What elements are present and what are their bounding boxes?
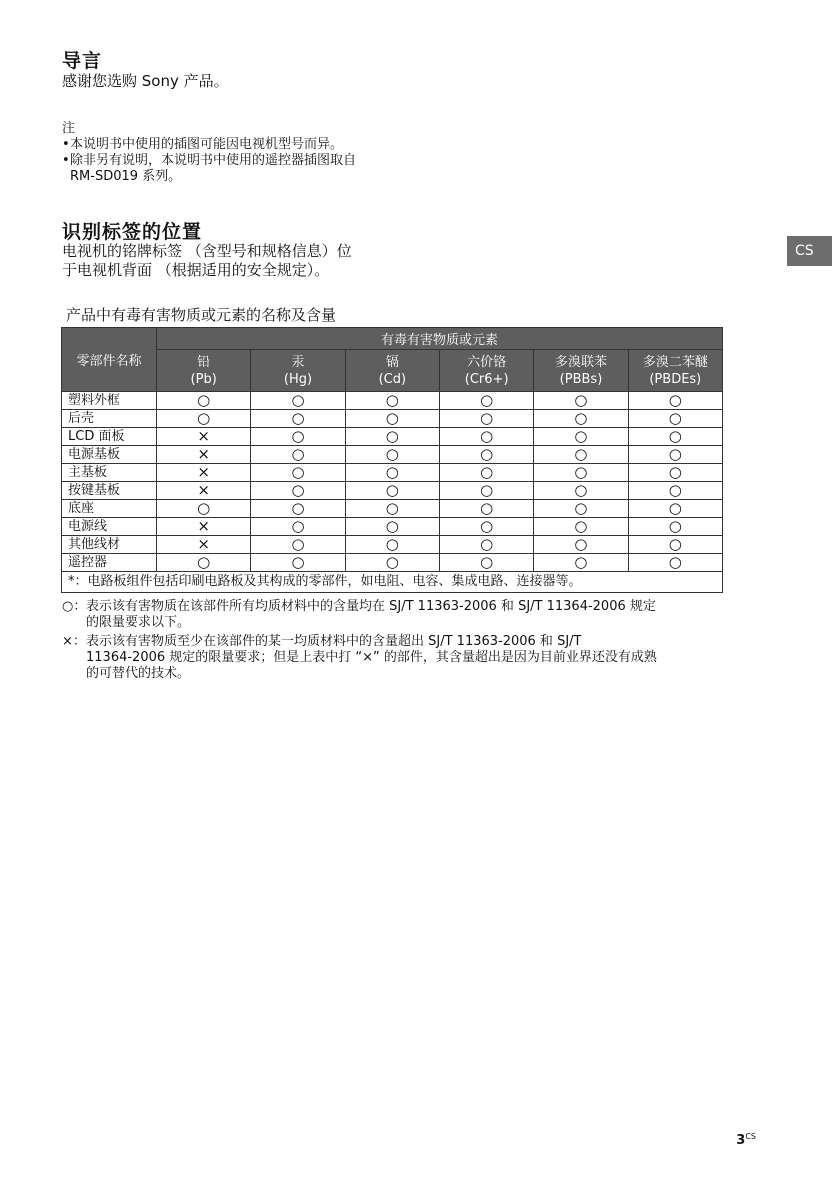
mark-cell: ○ bbox=[534, 536, 628, 554]
table-row bbox=[62, 464, 723, 482]
note-item: • 除非另有说明，本说明书中使用的遥控器插图取自 bbox=[62, 153, 357, 168]
substance-header: 汞 (Hg) bbox=[251, 350, 345, 392]
mark-cell: ○ bbox=[345, 410, 439, 428]
mark-cell: ○ bbox=[439, 392, 533, 410]
part-name-cell: 遥控器 bbox=[62, 554, 157, 572]
legend-circle-line2: 的限量要求以下。 bbox=[86, 615, 191, 630]
table-row bbox=[62, 518, 723, 536]
mark-cell: × bbox=[157, 428, 251, 446]
language-tab: CS bbox=[787, 236, 832, 266]
mark-cell: ○ bbox=[534, 554, 628, 572]
mark-cell: ○ bbox=[439, 428, 533, 446]
mark-cell: ○ bbox=[628, 554, 722, 572]
mark-cell: ○ bbox=[439, 518, 533, 536]
hazardous-substance-table bbox=[61, 327, 723, 593]
mark-cell: ○ bbox=[157, 410, 251, 428]
mark-cell: ○ bbox=[251, 428, 345, 446]
part-name-cell: 按键基板 bbox=[62, 482, 157, 500]
label-section-line2: 于电视机背面 （根据适用的安全规定）。 bbox=[62, 261, 330, 279]
mark-cell: × bbox=[157, 518, 251, 536]
table-row bbox=[62, 428, 723, 446]
mark-cell: ○ bbox=[345, 500, 439, 518]
part-name-cell: 主基板 bbox=[62, 464, 157, 482]
mark-cell: ○ bbox=[251, 410, 345, 428]
mark-cell: ○ bbox=[534, 482, 628, 500]
legend-cross-line2: 11364-2006 规定的限量要求；但是上表中打 “×” 的部件，其含量超出是因为目前业界还没有成熟 bbox=[86, 650, 657, 665]
mark-cell: ○ bbox=[534, 428, 628, 446]
mark-cell: ○ bbox=[534, 500, 628, 518]
mark-cell: ○ bbox=[251, 500, 345, 518]
intro-text: 感谢您选购 Sony 产品。 bbox=[62, 72, 229, 90]
substance-header: 镉 (Cd) bbox=[345, 350, 439, 392]
mark-cell: ○ bbox=[251, 536, 345, 554]
mark-cell: ○ bbox=[628, 428, 722, 446]
mark-cell: ○ bbox=[251, 464, 345, 482]
mark-cell: ○ bbox=[534, 446, 628, 464]
mark-cell: ○ bbox=[534, 518, 628, 536]
mark-cell: ○ bbox=[628, 410, 722, 428]
table-caption: 产品中有毒有害物质或元素的名称及含量 bbox=[66, 306, 337, 324]
mark-cell: × bbox=[157, 482, 251, 500]
part-name-cell: 其他线材 bbox=[62, 536, 157, 554]
note-label: 注 bbox=[62, 121, 76, 136]
legend-cross-line1: 表示该有害物质至少在该部件的某一均质材料中的含量超出 SJ/T 11363-2006 和 SJ/T bbox=[86, 634, 582, 649]
mark-cell: ○ bbox=[345, 464, 439, 482]
mark-cell: ○ bbox=[439, 446, 533, 464]
mark-cell: ○ bbox=[345, 536, 439, 554]
page-number: $3^{CS}$ bbox=[736, 1132, 756, 1148]
mark-cell: ○ bbox=[439, 536, 533, 554]
table-row bbox=[62, 500, 723, 518]
cross-symbol: ×： bbox=[62, 634, 86, 649]
table-footnote: *：电路板组件包括印刷电路板及其构成的零部件，如电阻、电容、集成电路、连接器等。 bbox=[62, 572, 723, 593]
mark-cell: ○ bbox=[345, 518, 439, 536]
part-name-cell: 底座 bbox=[62, 500, 157, 518]
intro-title: 导言 bbox=[62, 50, 103, 72]
mark-cell: ○ bbox=[157, 392, 251, 410]
mark-cell: ○ bbox=[345, 428, 439, 446]
mark-cell: ○ bbox=[345, 446, 439, 464]
label-section-title: 识别标签的位置 bbox=[62, 221, 203, 243]
substance-header: 多溴联苯 (PBBs) bbox=[534, 350, 628, 392]
mark-cell: ○ bbox=[345, 482, 439, 500]
part-name-cell: 后壳 bbox=[62, 410, 157, 428]
table-row bbox=[62, 482, 723, 500]
legend-cross-line3: 的可替代的技术。 bbox=[86, 666, 191, 681]
mark-cell: ○ bbox=[534, 464, 628, 482]
table-row bbox=[62, 446, 723, 464]
note-list bbox=[62, 137, 356, 185]
substance-header: 六价铬 (Cr6+) bbox=[439, 350, 533, 392]
circle-symbol: ○： bbox=[62, 599, 87, 614]
mark-cell: × bbox=[157, 464, 251, 482]
part-name-header: 零部件名称 bbox=[62, 328, 157, 392]
mark-cell: ○ bbox=[345, 392, 439, 410]
mark-cell: ○ bbox=[251, 518, 345, 536]
part-name-cell: 电源线 bbox=[62, 518, 157, 536]
mark-cell: ○ bbox=[628, 446, 722, 464]
mark-cell: ○ bbox=[628, 464, 722, 482]
table-row bbox=[62, 392, 723, 410]
legend-cross bbox=[62, 634, 657, 682]
part-name-cell: 塑料外框 bbox=[62, 392, 157, 410]
substance-header: 多溴二苯醚 (PBDEs) bbox=[628, 350, 722, 392]
mark-cell: ○ bbox=[251, 446, 345, 464]
part-name-cell: 电源基板 bbox=[62, 446, 157, 464]
label-section-line1: 电视机的铭牌标签 （含型号和规格信息）位 bbox=[62, 242, 352, 260]
legend-circle-line1: 表示该有害物质在该部件所有均质材料中的含量均在 SJ/T 11363-2006 和 SJ/T 11364-2006 规定 bbox=[86, 599, 656, 614]
note-item: RM-SD019 系列。 bbox=[70, 169, 182, 184]
mark-cell: ○ bbox=[157, 554, 251, 572]
legend-circle bbox=[62, 599, 656, 631]
mark-cell: ○ bbox=[439, 410, 533, 428]
table-row bbox=[62, 410, 723, 428]
mark-cell: ○ bbox=[628, 536, 722, 554]
mark-cell: ○ bbox=[628, 482, 722, 500]
mark-cell: ○ bbox=[439, 554, 533, 572]
part-name-cell: LCD 面板 bbox=[62, 428, 157, 446]
substance-group-header: 有毒有害物质或元素 bbox=[157, 328, 723, 350]
mark-cell: ○ bbox=[439, 500, 533, 518]
mark-cell: ○ bbox=[345, 554, 439, 572]
mark-cell: ○ bbox=[628, 518, 722, 536]
mark-cell: ○ bbox=[534, 392, 628, 410]
mark-cell: ○ bbox=[628, 392, 722, 410]
mark-cell: ○ bbox=[251, 482, 345, 500]
mark-cell: × bbox=[157, 536, 251, 554]
mark-cell: ○ bbox=[439, 482, 533, 500]
substance-header: 铅 (Pb) bbox=[157, 350, 251, 392]
mark-cell: ○ bbox=[251, 392, 345, 410]
mark-cell: ○ bbox=[628, 500, 722, 518]
mark-cell: ○ bbox=[439, 464, 533, 482]
mark-cell: ○ bbox=[157, 500, 251, 518]
mark-cell: ○ bbox=[251, 554, 345, 572]
table-row bbox=[62, 536, 723, 554]
note-item: • 本说明书中使用的插图可能因电视机型号而异。 bbox=[62, 137, 344, 152]
mark-cell: ○ bbox=[534, 410, 628, 428]
table-row bbox=[62, 554, 723, 572]
mark-cell: × bbox=[157, 446, 251, 464]
